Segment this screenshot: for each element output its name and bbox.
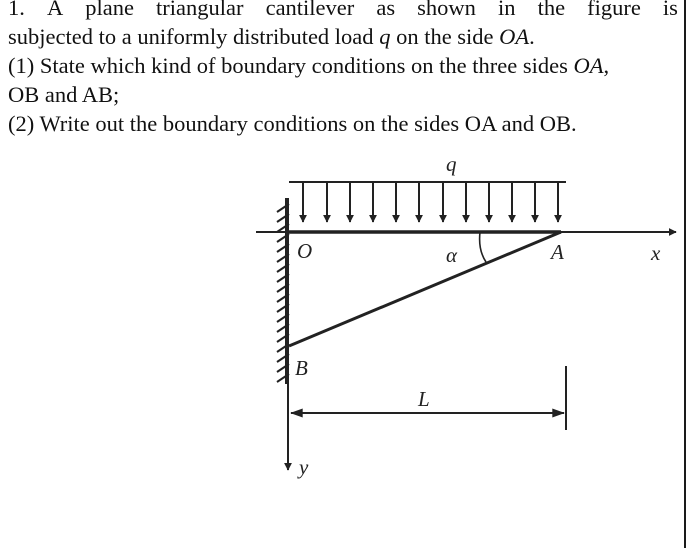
word: as [376, 0, 396, 20]
origin-label: O [297, 239, 313, 263]
load-arrows [303, 182, 558, 222]
text-segment: (1) State which kind of boundary conditions on the three sides [8, 53, 574, 78]
point-a-label: A [551, 240, 564, 264]
word: the [537, 0, 566, 20]
side-symbol: OA [499, 24, 530, 49]
text-segment: . [529, 24, 535, 49]
point-b-label: B [295, 356, 308, 380]
problem-line-5: (2) Write out the boundary conditions on the sides OA and OB. [8, 111, 577, 136]
word: plane [85, 0, 134, 20]
wall [285, 198, 289, 384]
text-segment: on the side [390, 24, 500, 49]
problem-line-4: OB and AB; [8, 82, 120, 107]
word: figure [587, 0, 641, 20]
angle-label: α [446, 243, 458, 267]
word: is [662, 0, 678, 20]
length-label: L [418, 387, 430, 411]
word: A [46, 0, 64, 20]
load-symbol: q [379, 24, 391, 49]
word: cantilever [265, 0, 355, 20]
y-axis-label: y [299, 455, 309, 479]
word: triangular [156, 0, 244, 20]
text-segment: subjected to a uniformly distributed load [8, 24, 380, 49]
word: 1. [8, 0, 25, 20]
side-symbol: OA [573, 53, 604, 78]
load-label: q [446, 152, 457, 176]
word: in [497, 0, 516, 20]
x-axis-label: x [651, 241, 661, 265]
text-segment: , [603, 53, 610, 78]
angle-arc [480, 232, 486, 262]
side-ab [289, 232, 561, 346]
word: shown [417, 0, 476, 20]
